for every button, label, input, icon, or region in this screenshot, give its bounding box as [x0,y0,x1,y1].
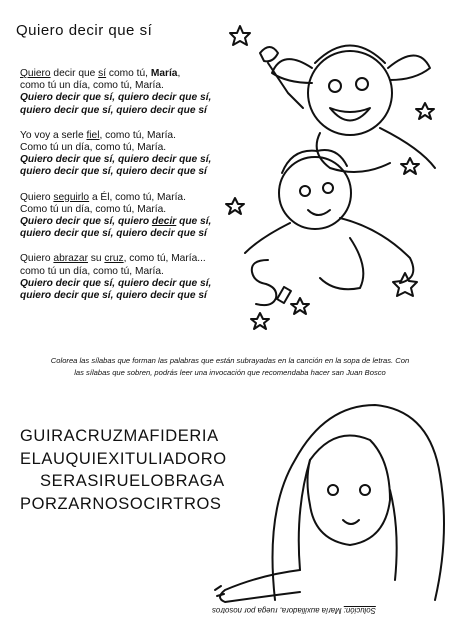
solution-answer: María auxiliadora, ruega por nosotros [212,606,344,615]
song-text: decir [151,216,177,228]
song-text: como tú un día, como tú, María. [20,265,164,277]
solution-label: Solución: [343,606,376,615]
song-text: cruz [104,253,124,265]
song-text: seguirlo [53,191,90,203]
song-text: que sí, [176,216,212,228]
instructions-text: Colorea las sílabas que forman las palabras que están subrayadas en la canción en la sopa de letras. Con las sílabas que sobren, podrás leer una invocación que recomendaba hacer san Juan Bosco [50,356,410,377]
song-text: fiel [86,129,100,141]
song-text: abrazar [53,253,88,265]
song-text: Como tú un día, como tú, María. [20,142,167,154]
song-text: Quiero decir que sí, quiero decir que sí, [20,92,212,104]
song-text: Quiero [20,68,51,79]
song-text: Yo voy a serle [20,129,87,141]
song-text: María [150,68,178,79]
song-text: su [87,253,105,265]
song-text: decir que [50,68,99,79]
song-text: Quiero [20,191,54,203]
star-icon [251,313,269,329]
letter-grid-row: PORZARNOSOCIRTROS [20,494,222,513]
song-text: como tú, [106,68,151,79]
star-icon [416,103,434,119]
song-text: quiero decir que sí, quiero decir que sí [20,166,207,178]
song-text: quiero decir que sí, quiero decir que sí [20,104,207,116]
song-text: quiero decir que sí, quiero decir que sí [20,228,207,240]
song-text: Quiero [20,253,54,265]
song-text: , como tú, María... [123,253,206,265]
letter-grid-row: SERASIRUELOBRAGA [40,472,225,490]
song-text: Quiero decir que sí, quiero decir que sí, [20,277,212,289]
star-icon [226,198,244,214]
page-title: Quiero decir que sí [16,22,153,39]
song-text: , [177,68,181,79]
song-text: quiero decir que sí, quiero decir que sí [20,290,207,302]
star-icon [393,273,417,296]
song-text: Quiero decir que sí, quiero decir que sí, [20,154,212,166]
star-icon [401,158,419,174]
song-text: como tú un día, como tú, María. [20,80,164,92]
song-text: a Él, como tú, María. [89,191,186,203]
song-text: Quiero decir que sí, quiero [20,216,152,228]
song-text: Como tú un día, como tú, María. [20,203,167,215]
star-icon [291,298,309,314]
song-text: , como tú, María. [99,129,176,141]
letter-grid-row: ELAUQUIEXITULIADORO [20,449,227,468]
song-text: sí [98,68,107,79]
virgin-mary-illustration [205,390,452,612]
solution-text [212,606,376,615]
letter-grid [20,425,227,515]
letter-grid-row: GUIRACRUZMAFIDERIA [20,427,219,445]
star-icon [230,26,250,45]
children-illustration [220,8,452,330]
